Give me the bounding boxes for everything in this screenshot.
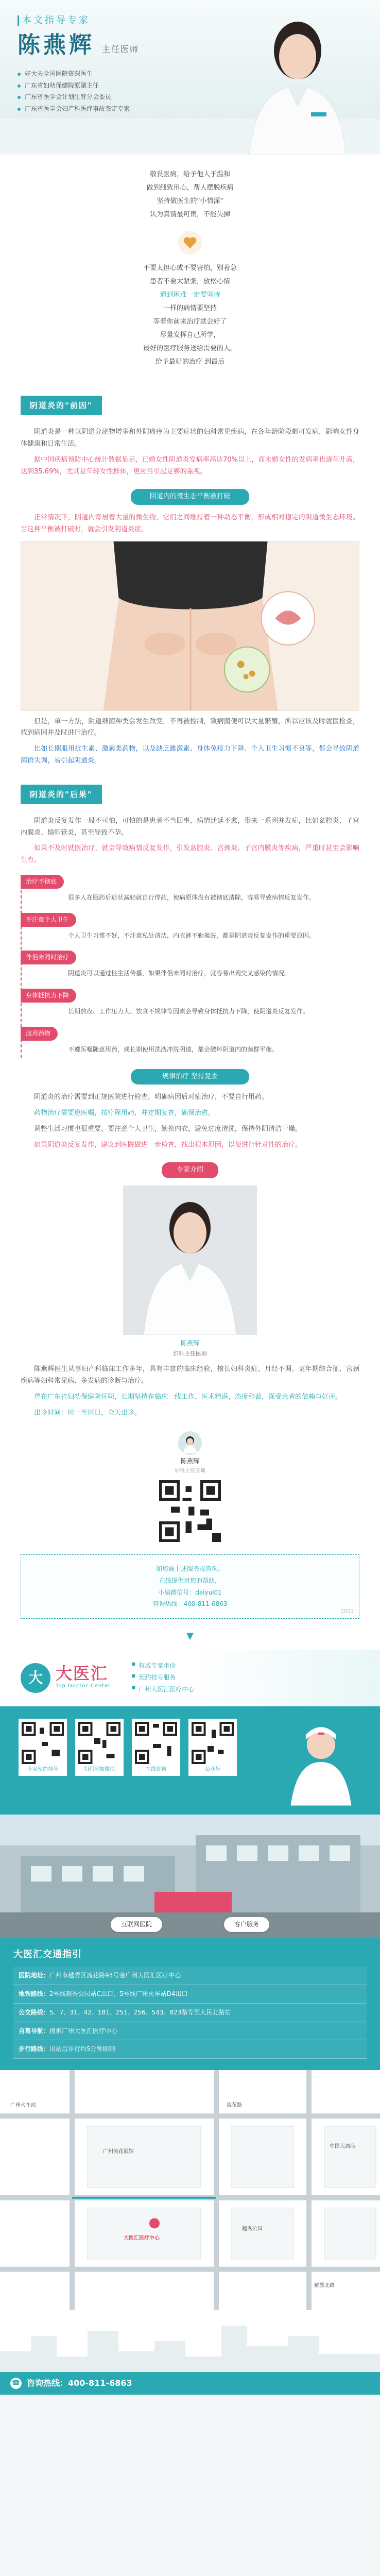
paragraph — [21, 1408, 359, 1419]
brand-section — [0, 1650, 380, 1938]
section-doctor-bio — [0, 1364, 380, 1419]
reason-text: 长期熬夜、工作压力大、饮食不规律等因素会导致身体抵抗力下降，使阴道炎反复发作。 — [68, 1008, 309, 1015]
hero-name-row — [18, 31, 213, 58]
expert-heading: 专家介绍 — [162, 1162, 218, 1178]
traffic-guide — [0, 1938, 380, 2068]
sub-heading: 规律治疗 坚持复查 — [131, 1069, 249, 1085]
reason-tag: 伴侣未同时治疗 — [21, 951, 76, 964]
paragraph: 阴道炎反复发作一般不可怕，可怕的是患者不当回事，病情迁延不愈，带来一系列并发症，比如盆腔炎、子宫内膜炎、输卵管炎，甚至导致不孕。 — [21, 817, 359, 837]
paragraph — [21, 1108, 359, 1120]
map-label: 中国大酒店 — [330, 2144, 355, 2150]
paragraph: 阴道炎的治疗需要到正规医院进行检查，明确病因后对症治疗，不要自行用药。 — [34, 1093, 269, 1101]
qr-code[interactable] — [78, 1722, 120, 1764]
notice-year: 2021 — [340, 1608, 354, 1615]
hero-bullet: 广东省医学会妇产科医疗事故鉴定专家 — [18, 103, 213, 115]
paragraph: 陈燕辉医生从事妇产科临床工作多年，具有丰富的临床经验，擅长妇科炎症、月经不调、更年期综合征、宫颈疾病等妇科常见病、多发病的诊断与治疗。 — [21, 1365, 359, 1385]
guide-row — [13, 2040, 367, 2059]
map-label: 广州流花展馆 — [103, 2149, 134, 2155]
poem-line: 给予最好的治疗 到最后 — [155, 358, 225, 366]
paragraph-highlight: 如果阴道炎反复发作，建议到医院做进一步检查，找出根本原因，以便进行针对性的治疗。 — [34, 1141, 302, 1149]
map-label: 大医汇医疗中心 — [124, 2235, 160, 2242]
poem-line: 遇到困难一定要坚持 — [160, 291, 220, 299]
paragraph: 阴道炎是一种以阴道分泌物增多和外阴瘙痒为主要症状的妇科常见疾病，在各年龄阶段都可发病，影响女性身体健康和日常生活。 — [21, 428, 359, 448]
section-title: 阴道炎的"前因" — [21, 396, 102, 415]
doctor-sub-label: 妇科主任医师 — [173, 1350, 207, 1358]
map-label: 越秀公园 — [242, 2226, 263, 2232]
reason-text: 阴道炎可以通过性生活传播，如果伴侣未同时治疗，就容易出现交叉感染的情况。 — [68, 970, 291, 977]
doctor-name-label: 陈燕辉 — [180, 1340, 199, 1347]
reason-item — [22, 989, 359, 1020]
qr-label: 公众号 — [205, 1766, 220, 1772]
hero-bullets — [18, 68, 213, 115]
guide-row — [13, 1985, 367, 2004]
poem-line: 认为真情最可贵，不能失掉 — [149, 211, 230, 218]
reason-text: 很多人在服药后症状减轻就自行停药，使病原体没有被彻底清除，容易导致病情反复发作。 — [68, 893, 316, 901]
hero-bullet: 好大夫全国医院资深医生 — [18, 68, 213, 80]
doctor-portrait — [234, 9, 361, 155]
paragraph-highlight: 如果不及时就医治疗，就会导致病情反复发作，引发盆腔炎、宫颈炎、子宫内膜炎等疾病，严重时甚至会影响生育。 — [21, 844, 359, 864]
arrow-down-icon: ▼ — [186, 1631, 194, 1642]
brand-header — [0, 1650, 380, 1706]
location-map[interactable] — [0, 2068, 380, 2310]
qr-card[interactable] — [19, 1719, 67, 1776]
phone-number: 咨询热线：400-811-6863 — [27, 2378, 132, 2388]
hospital-photo — [0, 1815, 380, 1938]
brand-point: ■ 预约挂号服务 — [131, 1672, 194, 1684]
qr-label: 专家预约挂号 — [27, 1766, 58, 1772]
brand-logo — [21, 1663, 111, 1693]
map-labels — [0, 2070, 380, 2310]
guide-key: 自驾导航： — [19, 2027, 50, 2035]
paragraph-highlight: 比如长期服用抗生素、激素类药物，以及缺乏雌激素、身体免疫力下降、个人卫生习惯不良等，都会导致阴道菌群失调，易引起阴道炎。 — [21, 745, 359, 765]
paragraph — [21, 843, 359, 867]
sub-heading: 阴道内的微生态平衡被打破 — [131, 489, 249, 505]
paragraph — [21, 1140, 359, 1151]
map-label: 流花路 — [227, 2103, 242, 2109]
map-label: 广州火车站 — [10, 2103, 36, 2109]
paragraph: 但是，单一方法，阴道细菌种类会发生改变，不再被控制，致病菌便可以大量繁殖，所以应该及时就医检查，找到病因并及时进行治疗。 — [21, 717, 359, 737]
reason-item — [22, 1027, 359, 1058]
paragraph-highlight: 据中国疾病预防中心统计数据显示，已婚女性阴道炎发病率高达70%以上，而未婚女性的发病率也逐年升高，达到35.69%，尤其是年轻女性群体，更应当引起足够的重视。 — [21, 455, 359, 476]
brand-point: ■ 权威专家坐诊 — [131, 1660, 194, 1672]
qr-code[interactable] — [135, 1722, 177, 1764]
paragraph — [21, 512, 359, 536]
notice-line: 小编微信号：daiyui01 — [158, 1588, 222, 1596]
customer-service-button[interactable]: 客户服务 — [224, 1917, 269, 1932]
poem-line: 尽量发挥自己所学， — [160, 331, 220, 339]
guide-row — [13, 1967, 367, 1985]
intro — [0, 155, 380, 382]
doctor-name: 陈燕辉 — [18, 31, 95, 58]
doctor-qr-block — [0, 1431, 380, 1542]
guide-key: 公交路线： — [19, 2008, 50, 2016]
guide-row — [13, 2004, 367, 2022]
hero-bullet: 广东省医学会计划生育分会委员 — [18, 91, 213, 103]
qr-card[interactable] — [132, 1719, 180, 1776]
hero-text — [18, 15, 213, 115]
poem-line: 最好的医疗服务送给需要的人。 — [143, 345, 237, 352]
guide-value: 广州市越秀区流花路93号金广州大医汇医疗中心 — [49, 1972, 181, 1979]
guide-value: 5、7、31、42、181、251、256、543、823路等至人民北路站 — [49, 2008, 231, 2016]
qr-name: 陈燕辉 — [180, 1458, 199, 1465]
poem-line: 等着你前来治疗就会好了 — [153, 318, 227, 326]
reason-tag: 身体抵抗力下降 — [21, 989, 76, 1003]
reason-tag: 不注意个人卫生 — [21, 913, 76, 927]
paragraph — [21, 454, 359, 478]
section-treatment — [0, 1069, 380, 1151]
paragraph-highlight: 曾在广东省妇幼保健院任职，长期坚持在临床一线工作，医术精湛，态度和蔼，深受患者的信赖与好评。 — [34, 1393, 342, 1401]
reason-tag: 治疗不彻底 — [21, 875, 64, 889]
heart-icon — [177, 230, 203, 256]
brand-point: ■ 广州大医汇医疗中心 — [131, 1684, 194, 1696]
poem-line: 敬畏医病，给予他人于温和 — [149, 171, 230, 178]
notice-line: 如您需上述服务或咨询， — [156, 1565, 224, 1572]
poem-line: 做到细致用心，帮人摆脱疾病 — [146, 184, 234, 192]
poem-line: 坚持做医生的"小情深" — [157, 197, 223, 205]
qr-label: 在线咨询 — [146, 1766, 166, 1772]
illustration-anatomy — [21, 541, 359, 711]
qr-card[interactable] — [188, 1719, 237, 1776]
qr-code[interactable] — [159, 1480, 221, 1542]
intro-poem — [21, 168, 359, 222]
guide-value: 2号线越秀公园站C出口，5号线广州火车站D4出口 — [49, 1990, 188, 1997]
hero-tag: 本文指导专家 — [18, 15, 213, 26]
reason-list — [21, 875, 359, 1058]
section-title: 阴道炎的"后果" — [21, 785, 102, 804]
brand-name-en: Top Doctor Center — [56, 1683, 111, 1689]
reason-tag: 滥用药物 — [21, 1027, 58, 1041]
footer-deco — [0, 2310, 380, 2372]
qr-code[interactable] — [192, 1722, 234, 1764]
reason-item — [22, 913, 359, 944]
section-consequences — [0, 771, 380, 867]
reason-text: 不遵医嘱随意用药，或长期使用洗液冲洗阴道，都会破坏阴道内的菌群平衡。 — [68, 1045, 279, 1053]
phone-icon: ☎ — [10, 2378, 22, 2389]
doctor-title: 主任医师 — [102, 44, 140, 54]
brand-points — [131, 1660, 194, 1695]
notice-line: 咨询热线：400-811-6863 — [152, 1600, 228, 1608]
logo-mark: 大 — [21, 1663, 50, 1693]
guide-value: 搜索广州大医汇医疗中心 — [49, 2027, 118, 2035]
hero-bullet: 广东省妇幼保健院原副主任 — [18, 80, 213, 92]
guide-value: 出站后步行约5分钟即到 — [49, 2045, 115, 2053]
section-causes — [0, 382, 380, 536]
poem-line: 一样的病情要坚持 — [163, 304, 217, 312]
paragraph — [21, 743, 359, 767]
paragraph: 调整生活习惯也很重要，要注意个人卫生，勤换内衣，避免过度清洗，保持外阴清洁干燥。 — [34, 1125, 302, 1133]
reason-item — [22, 875, 359, 906]
paragraph-highlight: 药物治疗需要遵医嘱，按疗程用药，并定期复查，确保治愈。 — [34, 1109, 215, 1117]
avatar — [178, 1431, 202, 1455]
section-causes-cont — [0, 716, 380, 767]
guide-row — [13, 2022, 367, 2041]
reason-item — [22, 951, 359, 981]
pill-row — [0, 1917, 380, 1932]
doctor-photo — [123, 1185, 257, 1335]
paragraph — [21, 1392, 359, 1403]
hero-banner — [0, 0, 380, 155]
map-label: 解放北路 — [314, 2283, 335, 2289]
paragraph-highlight: 出诊时间：周一至周日，全天出诊。 — [34, 1409, 142, 1417]
reason-text: 个人卫生习惯不好，不注意私处清洁，内衣裤不勤换洗，都是阴道炎反复发作的重要原因。 — [68, 931, 316, 939]
qr-code[interactable] — [22, 1722, 64, 1764]
phone-bar[interactable] — [0, 2372, 380, 2395]
qr-card[interactable] — [75, 1719, 124, 1776]
guide-key: 步行路线： — [19, 2045, 50, 2053]
expert-card — [36, 1162, 344, 1359]
poem-line: 不要太担心或不要害怕，别着急 — [143, 264, 237, 272]
guide-key: 医院地址： — [19, 1972, 50, 1979]
notice-line: 在线提供对您的帮助， — [159, 1577, 221, 1584]
qr-band — [0, 1706, 380, 1815]
brand-name: 大医汇 — [56, 1663, 109, 1683]
intro-poem-2 — [21, 262, 359, 369]
qr-label: 扫码添加微信 — [84, 1766, 115, 1772]
qr-sub: 妇科主任医师 — [175, 1468, 205, 1475]
internet-hospital-button[interactable]: 互联网医院 — [111, 1917, 162, 1932]
notice-box — [21, 1554, 359, 1619]
poem-line: 患者不要太紧张，放松心情 — [149, 278, 230, 285]
paragraph-highlight: 正常情况下，阴道内寄居着大量的微生物，它们之间维持着一种动态平衡，形成相对稳定的阴道微生态环境。当这种平衡被打破时，就会引发阴道炎症。 — [21, 514, 359, 533]
nurse-illustration — [245, 1719, 361, 1806]
guide-title: 大医汇交通指引 — [13, 1948, 82, 1960]
guide-key: 地铁路线： — [19, 1990, 50, 1997]
